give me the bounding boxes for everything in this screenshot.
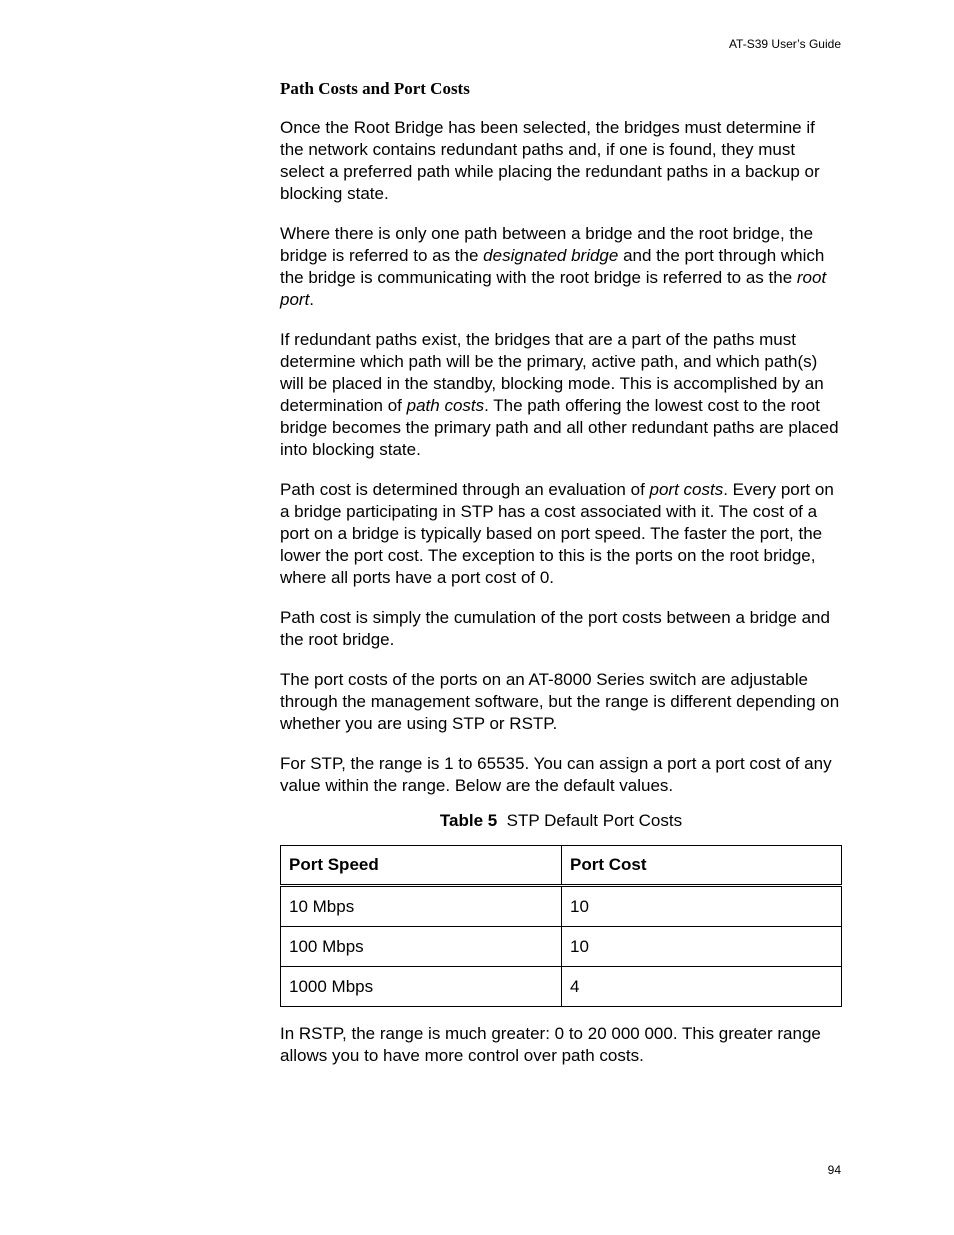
paragraph-stp-range: For STP, the range is 1 to 65535. You can assign a port a port cost of any value within the range. Below are the default values. bbox=[280, 754, 832, 795]
cell-port-speed: 1000 Mbps bbox=[281, 967, 562, 1007]
table-header-row bbox=[281, 846, 842, 886]
table-caption-label: Table 5 bbox=[439, 811, 498, 830]
column-header-port-cost: Port Cost bbox=[562, 846, 842, 886]
text-run: . The path offering the lowest cost to the root bridge becomes the primary path and all other redundant paths are placed into blocking state. bbox=[280, 396, 839, 459]
text-run: If redundant paths exist, the bridges that are a part of the paths must determine which path will be the primary, active path, and which path(s) will be placed in the standby, blocking mode. This is accomplished by an determination of bbox=[280, 330, 824, 415]
paragraph-root-bridge: Once the Root Bridge has been selected, the bridges must determine if the network contains redundant paths and, if one is found, they must select a preferred path while placing the redundant paths in a backup or blocking state. bbox=[280, 118, 820, 203]
section-title: Path Costs and Port Costs bbox=[280, 79, 470, 98]
cell-port-speed: 10 Mbps bbox=[281, 886, 562, 927]
cell-port-cost: 10 bbox=[562, 886, 842, 927]
table-row bbox=[281, 886, 842, 927]
paragraph-adjustable-costs: The port costs of the ports on an AT-8000 Series switch are adjustable through the management software, but the range is different depending on whether you are using STP or RSTP. bbox=[280, 670, 840, 733]
paragraph-designated-bridge bbox=[280, 223, 842, 311]
text-run: and the port through which the bridge is communicating with the root bridge is referred to as the bbox=[280, 246, 825, 287]
page-number: 94 bbox=[827, 1163, 841, 1177]
text-run: . Every port on a bridge participating in STP has a cost associated with it. The cost of a port on a bridge is typically based on port speed. The faster the port, the lower the port cost. The exception to this is the ports on the root bridge, where all ports have a port cost of 0. bbox=[280, 480, 834, 587]
cell-port-cost: 10 bbox=[562, 927, 842, 967]
port-cost-table bbox=[280, 845, 842, 1007]
cell-port-cost: 4 bbox=[562, 967, 842, 1007]
table-row bbox=[281, 967, 842, 1007]
table-caption bbox=[280, 810, 842, 832]
text-run: Where there is only one path between a bridge and the root bridge, the bridge is referred to as the bbox=[280, 224, 814, 265]
term-designated-bridge: designated bridge bbox=[483, 246, 619, 265]
term-port-costs: port costs bbox=[649, 480, 724, 499]
text-run: Path cost is determined through an evaluation of bbox=[280, 480, 650, 499]
column-header-port-speed: Port Speed bbox=[281, 846, 562, 886]
table-caption-text: STP Default Port Costs bbox=[506, 811, 683, 830]
paragraph-redundant-paths bbox=[280, 329, 842, 461]
table-row bbox=[281, 927, 842, 967]
running-header: AT-S39 User’s Guide bbox=[728, 37, 841, 51]
term-path-costs: path costs bbox=[406, 396, 485, 415]
paragraph-path-cost-definition: Path cost is simply the cumulation of the port costs between a bridge and the root bridge. bbox=[280, 608, 830, 649]
paragraph-port-costs bbox=[280, 479, 842, 589]
text-run: . bbox=[309, 290, 315, 309]
term-root-port: root port bbox=[280, 268, 827, 309]
page-content bbox=[280, 78, 842, 1085]
paragraph-rstp-range: In RSTP, the range is much greater: 0 to 20 000 000. This greater range allows you to have more control over path costs. bbox=[280, 1024, 821, 1065]
cell-port-speed: 100 Mbps bbox=[281, 927, 562, 967]
